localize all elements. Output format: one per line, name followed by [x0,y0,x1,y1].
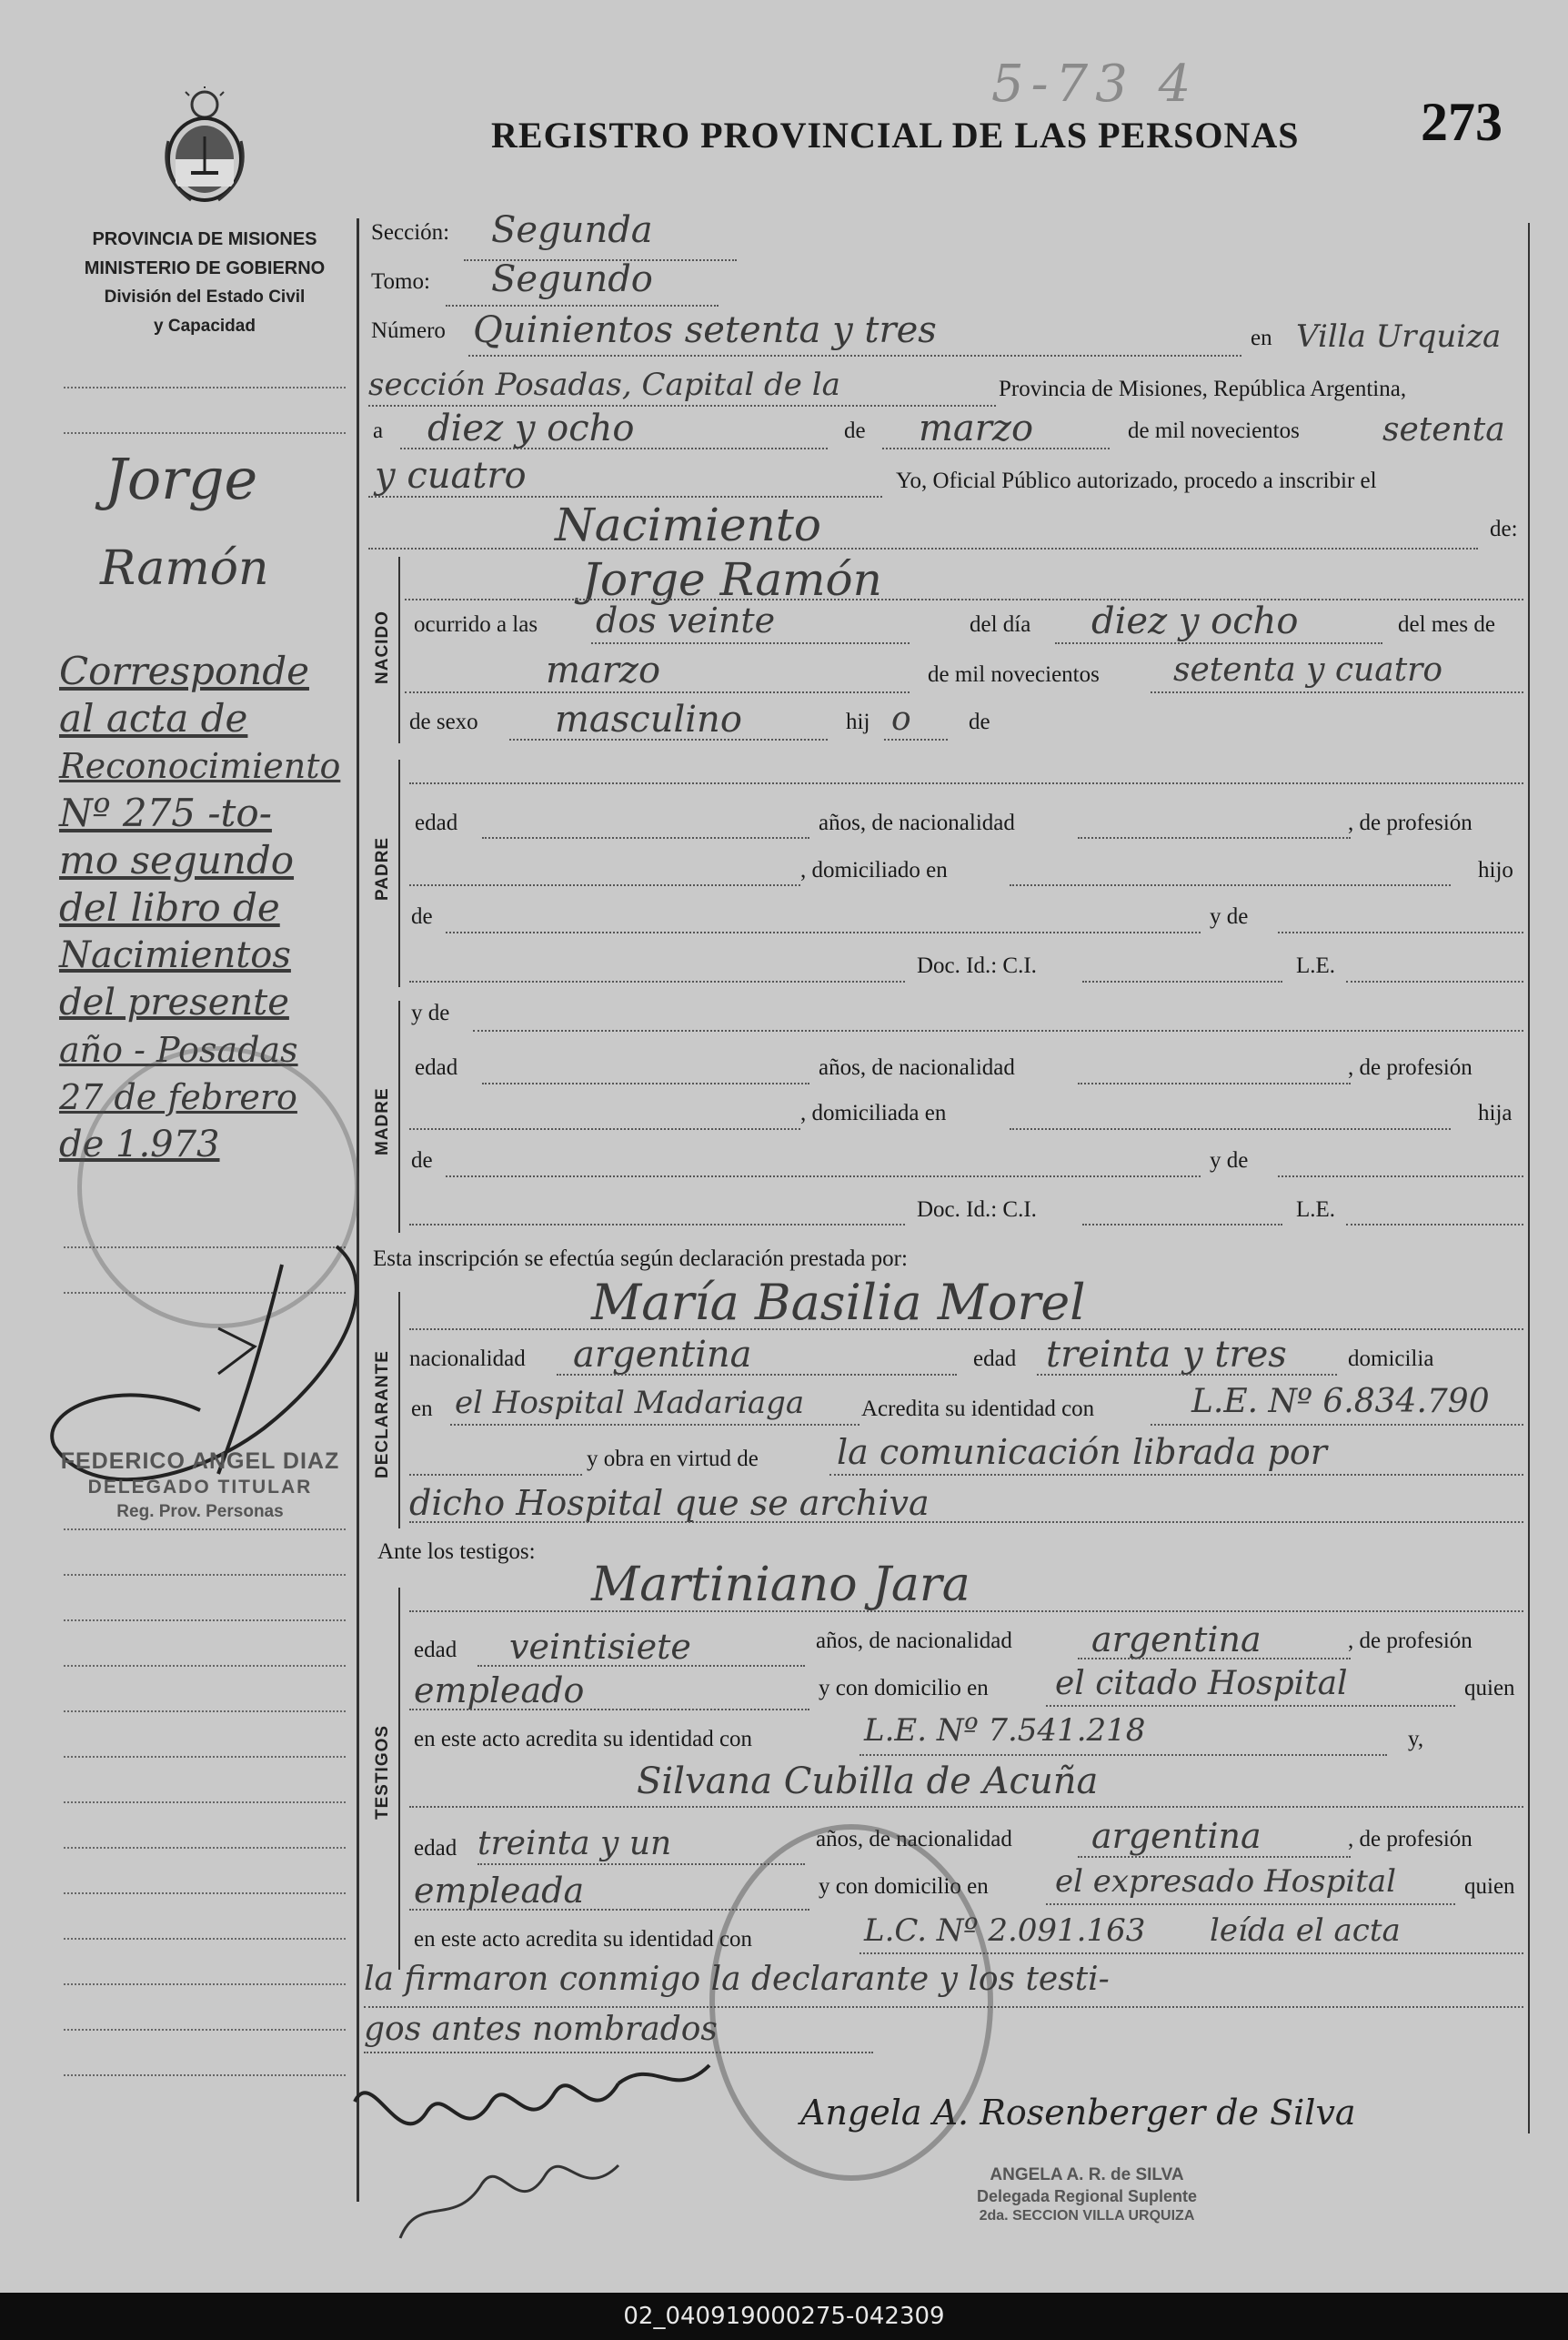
mes-value: marzo [919,408,1034,449]
tipo-value: Nacimiento [555,499,821,551]
margin-line-4: Nº 275 -to- [59,791,272,835]
mes-nac-value: marzo [546,650,661,691]
declarante-dom-value: el Hospital Madariaga [455,1385,805,1421]
de2-label: de [969,710,990,734]
tomo-value: Segundo [491,258,653,300]
testigo2-quien-label: quien [1464,1874,1515,1899]
obra-virtud2-value: dicho Hospital que se archiva [409,1483,930,1523]
testigo1-edad-value: veintisiete [509,1627,691,1667]
official-stamp-name: ANGELA A. R. de SILVA [990,2165,1184,2184]
hij-suffix: o [891,701,911,738]
testigo2-nac-label: años, de nacionalidad [816,1827,1012,1851]
numero-label: Número [371,318,446,343]
cierre3-value: gos antes nombrados [364,2011,718,2048]
padre-dom-label: , domiciliado en [800,858,948,883]
madre-le-label: L.E. [1296,1197,1336,1222]
seccion-lugar-value: sección Posadas, Capital de la [368,367,840,403]
inscripcion-label: Esta inscripción se efectúa según declaración prestada por: [373,1246,908,1271]
de-mil-label: de mil novecientos [1128,419,1300,443]
testigo1-acredita-label: en este acto acredita su identidad con [414,1727,753,1751]
testigo1-nac-value: argentina [1091,1619,1261,1659]
cierre1-value: leída el acta [1210,1912,1401,1949]
scan-id-bar: 02_040919000275-042309 [0,2293,1568,2340]
margin-line-1: Corresponde [59,649,309,693]
page-number: 273 [1421,92,1503,152]
cierre2-value: la firmaron conmigo la declarante y los testi- [364,1961,1110,1998]
anio-value: setenta [1382,411,1505,449]
madre-dom-label: , domiciliada en [800,1101,947,1125]
tomo-label: Tomo: [371,269,430,294]
en-lugar-value: Villa Urquiza [1296,318,1502,355]
testigo2-prof-value: empleada [414,1871,585,1911]
testigo1-doc-value: L.E. Nº 7.541.218 [864,1712,1146,1749]
coat-of-arms-icon [155,86,255,209]
document-title: REGISTRO PROVINCIAL DE LAS PERSONAS [491,115,1300,156]
madre-hija-label: hija [1478,1101,1513,1125]
right-border [1528,223,1530,2133]
declarante-nac-value: argentina [573,1334,752,1376]
margin-line-10: 27 de febrero [59,1077,297,1117]
declarante-nac-label: nacionalidad [409,1347,526,1371]
official-stamp [937,2165,1237,2224]
official-stamp-title: Delegada Regional Suplente [976,2187,1198,2205]
declarante-label: DECLARANTE [373,1350,392,1478]
de-label: de [844,419,866,443]
issuer-capacity: y Capacidad [154,317,256,336]
declarante-acredita-label: Acredita su identidad con [861,1397,1095,1421]
numero-value: Quinientos setenta y tres [473,309,937,351]
en-label: en [1251,326,1272,350]
declarante-doc-value: L.E. Nº 6.834.790 [1191,1383,1490,1420]
testigo2-nombre-value: Silvana Cubilla de Acuña [637,1760,1099,1802]
padre-label: PADRE [373,836,392,901]
margin-line-7: Nacimientos [59,934,291,976]
testigo2-doc-value: L.C. Nº 2.091.163 [864,1912,1146,1949]
testigo2-dom-label: y con domicilio en [819,1874,989,1899]
margin-name-1: Jorge [105,446,258,512]
padre-hijo-label: hijo [1478,858,1513,883]
de-colon-label: de: [1490,517,1518,541]
madre-y-de-label: y de [411,1001,450,1025]
declarante-obra-label: y obra en virtud de [587,1447,759,1471]
del-dia-label: del día [970,612,1031,637]
hora-value: dos veinte [596,600,776,640]
official-stamp-office: 2da. SECCION VILLA URQUIZA [979,2208,1195,2224]
witness-signatures-icon [346,2047,746,2256]
testigo1-edad-label: edad [414,1638,457,1662]
ante-label: Ante los testigos: [377,1539,536,1564]
delegate-office: Reg. Prov. Personas [116,1502,284,1521]
obra-virtud-value: la comunicación librada por [837,1432,1327,1472]
margin-line-5: mo segundo [59,838,295,883]
testigo2-edad-label: edad [414,1836,457,1861]
sexo-value: masculino [555,699,742,741]
delegate-stamp [50,1448,350,1522]
testigo1-prof-value: empleado [414,1670,585,1710]
delegate-name: FEDERICO ANGEL DIAZ [60,1448,340,1474]
delegate-title: DELEGADO TITULAR [87,1477,313,1498]
testigo1-nombre-value: Martiniano Jara [591,1558,970,1612]
margin-line-6: del libro de [59,885,280,930]
handwritten-reference: 5-73 4 [991,55,1199,114]
provincia-label: Provincia de Misiones, República Argentina, [999,377,1407,401]
margin-line-3: Reconocimiento [59,746,341,786]
seccion-value: Segunda [491,209,653,251]
testigo1-prof-label: , de profesión [1348,1629,1473,1653]
madre-doc-label: Doc. Id.: C.I. [917,1197,1037,1222]
madre-de-label: de [411,1148,433,1173]
declarante-edad-label: edad [973,1347,1017,1371]
padre-doc-label: Doc. Id.: C.I. [917,953,1037,978]
padre-de-label: de [411,904,433,929]
dia-value: diez y ocho [427,408,635,449]
testigo2-edad-value: treinta y un [477,1825,672,1862]
issuer-province: PROVINCIA DE MISIONES [92,229,317,249]
madre-y-de2-label: y de [1210,1148,1249,1173]
margin-line-8: del presente [59,982,289,1024]
madre-edad-label: edad [415,1055,458,1080]
margin-line-11: de 1.973 [59,1124,220,1165]
padre-edad-label: edad [415,811,458,835]
declarante-domicilia-label: domicilia [1348,1347,1434,1371]
declarante-nombre-value: María Basilia Morel [591,1274,1086,1331]
nacido-label: NACIDO [373,610,392,684]
testigo1-dom-value: el citado Hospital [1055,1665,1348,1702]
margin-line-2: al acta de [59,696,248,741]
padre-prof-label: , de profesión [1348,811,1473,835]
issuer-ministry: MINISTERIO DE GOBIERNO [84,258,326,278]
sexo-label: de sexo [409,710,478,734]
seccion-label: Sección: [371,220,450,245]
hij-label: hij [846,710,870,734]
testigo2-prof-label: , de profesión [1348,1827,1473,1851]
dia-nac-value: diez y ocho [1091,600,1299,642]
testigos-label: TESTIGOS [373,1724,392,1820]
yo-label: Yo, Oficial Público autorizado, procedo a inscribir el [896,469,1377,493]
declarante-en-label: en [411,1397,433,1421]
margin-line-9: año - Posadas [59,1030,298,1070]
padre-nac-label: años, de nacionalidad [819,811,1015,835]
anio2-value: y cuatro [375,455,527,497]
declarante-edad-value: treinta y tres [1046,1334,1287,1376]
testigo1-quien-label: quien [1464,1676,1515,1700]
madre-prof-label: , de profesión [1348,1055,1473,1080]
nombre-value: Jorge Ramón [582,553,882,606]
del-mes-label: del mes de [1398,612,1495,637]
testigo1-y-label: y, [1408,1727,1424,1751]
issuer-division: División del Estado Civil [104,287,306,307]
anio-nac-value: setenta y cuatro [1173,651,1443,689]
official-signature-value: Angela A. Rosenberger de Silva [800,2093,1356,2133]
padre-y-de-label: y de [1210,904,1249,929]
margin-name-2: Ramón [100,541,269,596]
madre-label: MADRE [373,1087,392,1155]
a-label: a [373,419,384,443]
padre-le-label: L.E. [1296,953,1336,978]
testigo1-nac-label: años, de nacionalidad [816,1629,1012,1653]
de-mil2-label: de mil novecientos [928,662,1100,687]
ocurrido-label: ocurrido a las [414,612,538,637]
madre-nac-label: años, de nacionalidad [819,1055,1015,1080]
testigo2-nac-value: argentina [1091,1816,1261,1856]
testigo2-dom-value: el expresado Hospital [1055,1863,1397,1900]
testigo1-dom-label: y con domicilio en [819,1676,989,1700]
testigo2-acredita-label: en este acto acredita su identidad con [414,1927,753,1952]
